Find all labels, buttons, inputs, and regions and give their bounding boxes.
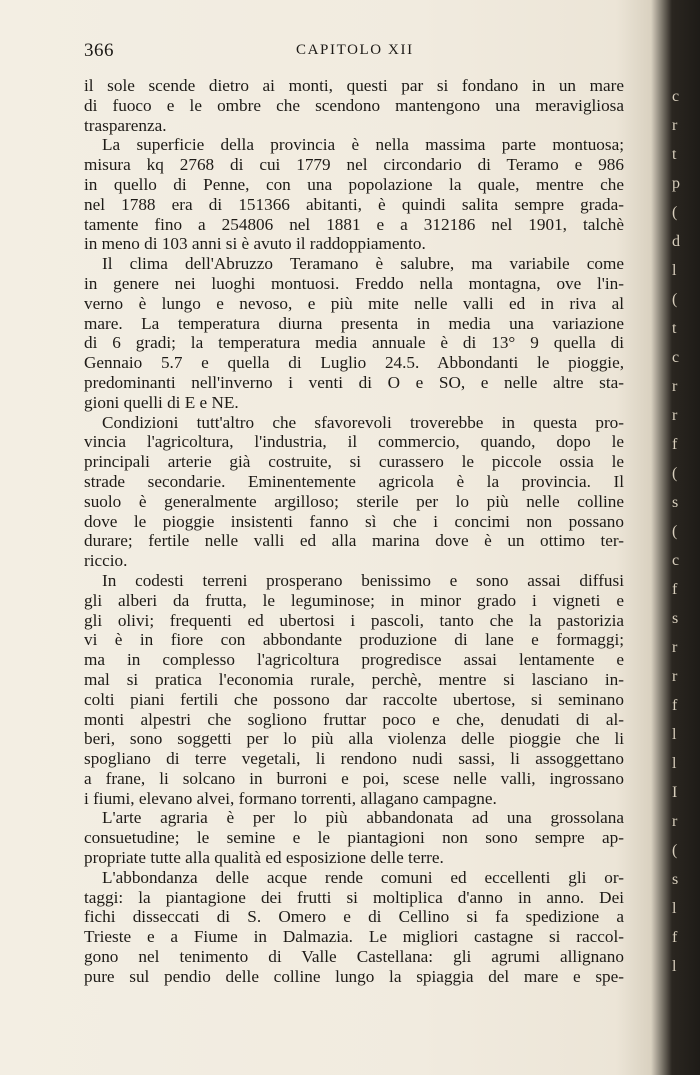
text-line: colti piani fertili che possono dar raccolte ubertose, si seminano	[84, 689, 624, 709]
edge-glyph: t	[672, 320, 677, 337]
facing-page-edge	[668, 0, 700, 1075]
page-number: 366	[84, 40, 114, 61]
text-line: nel 1788 era di 151366 abitanti, è quindi salita sempre grada-	[84, 194, 624, 214]
text-line: mare. La temperatura diurna presenta in media una variazione	[84, 313, 624, 333]
body-text	[84, 76, 624, 987]
edge-glyph: r	[672, 813, 678, 830]
edge-glyph: f	[672, 581, 678, 598]
text-line: dove le pioggie insistenti fanno sì che i concimi non possano	[84, 511, 624, 531]
text-line: strade secondarie. Eminentemente agricola è la provincia. Il	[84, 471, 624, 491]
text-line: in genere nei luoghi montuosi. Freddo nella montagna, ove l'in-	[84, 273, 624, 293]
text-line: vi è in fiore con abbondante produzione di lane e formaggi;	[84, 630, 624, 650]
text-line: verno è lungo e nevoso, e più mite nelle valli ed in riva al	[84, 293, 624, 313]
edge-glyph: l	[672, 958, 677, 975]
text-line: gioni quelli di E e NE.	[84, 392, 239, 412]
edge-glyph: I	[672, 784, 678, 801]
text-line: tamente fino a 254806 nel 1881 e a 312186 nel 1901, talchè	[84, 214, 624, 234]
page-header	[84, 40, 624, 68]
text-line: principali arterie già costruite, si curassero le piccole ossia le	[84, 452, 624, 472]
text-line: gli alberi da frutta, le leguminose; in minor grado i vigneti e	[84, 590, 624, 610]
text-line: Gennaio 5.7 e quella di Luglio 24.5. Abbondanti le pioggie,	[84, 353, 624, 373]
text-line: gli olivi; frequenti ed ubertosi i pascoli, tanto che la pastorizia	[84, 610, 624, 630]
text-line: misura kq 2768 di cui 1779 nel circondario di Teramo e 986	[84, 155, 624, 175]
text-line: taggi: la piantagione dei frutti si moltiplica d'anno in anno. Dei	[84, 887, 624, 907]
edge-glyph: s	[672, 871, 679, 888]
edge-glyph: s	[672, 610, 679, 627]
text-line: spogliano di terre vegetali, li rendono nudi sassi, li assoggettano	[84, 749, 624, 769]
text-line: i fiumi, elevano alvei, formano torrenti, allagano campagne.	[84, 788, 497, 808]
text-line: propriate tutte alla qualità ed esposizione delle terre.	[84, 848, 444, 868]
text-line: La superficie della provincia è nella massima parte montuosa;	[102, 135, 624, 155]
text-line: riccio.	[84, 551, 128, 571]
text-line: vincia l'agricoltura, l'industria, il commercio, quando, dopo le	[84, 432, 624, 452]
text-line: Condizioni tutt'altro che sfavorevoli troverebbe in questa pro-	[102, 412, 624, 432]
text-line: L'arte agraria è per lo più abbandonata ad una grossolana	[102, 808, 624, 828]
edge-glyph: p	[672, 175, 680, 192]
edge-glyph: l	[672, 262, 677, 279]
edge-glyph: l	[672, 755, 677, 772]
running-head: CAPITOLO XII	[296, 42, 414, 58]
text-line: predominanti nell'inverno i venti di O e SO, e nelle altre sta-	[84, 372, 624, 392]
edge-glyph: r	[672, 668, 678, 685]
text-line: il sole scende dietro ai monti, questi par si fondano in un mare	[84, 76, 624, 95]
text-line: Il clima dell'Abruzzo Teramano è salubre, ma variabile come	[102, 254, 624, 274]
edge-glyph: f	[672, 929, 678, 946]
edge-glyph: f	[672, 697, 678, 714]
text-line: mal si pratica l'economia rurale, perchè, mentre si lasciano in-	[84, 669, 624, 689]
text-line: monti alpestri che sogliono fruttar poco e che, denudati di al-	[84, 709, 624, 729]
edge-glyph: f	[672, 436, 678, 453]
edge-glyph: c	[672, 88, 680, 105]
text-line: consuetudine; le semine e le piantagioni non sono sempre ap-	[84, 828, 624, 848]
text-line: Trieste e a Fiume in Dalmazia. Le migliori castagne si raccol-	[84, 927, 624, 947]
edge-glyph: r	[672, 639, 678, 656]
edge-glyph: (	[672, 465, 678, 482]
text-line: L'abbondanza delle acque rende comuni ed eccellenti gli or-	[102, 867, 624, 887]
edge-glyph: s	[672, 494, 679, 511]
edge-glyph: d	[672, 233, 680, 250]
text-line: a frane, li solcano in burroni e poi, scese nelle valli, ingrossano	[84, 768, 624, 788]
text-line: In codesti terreni prosperano benissimo e sono assai diffusi	[102, 570, 624, 590]
edge-glyph: (	[672, 291, 678, 308]
text-line: trasparenza.	[84, 115, 167, 135]
text-line: durare; fertile nelle valli ed alla marina dove è un ottimo ter-	[84, 531, 624, 551]
text-line: suolo è generalmente argilloso; sterile per lo più nelle colline	[84, 491, 624, 511]
text-line: beri, sono soggetti per lo più alla violenza delle pioggie che li	[84, 729, 624, 749]
edge-glyph: (	[672, 523, 678, 540]
text-line: in meno di 103 anni si è avuto il raddoppiamento.	[84, 234, 426, 254]
edge-glyph: l	[672, 726, 677, 743]
text-line: in quello di Penne, con una popolazione la quale, mentre che	[84, 174, 624, 194]
edge-glyph: c	[672, 349, 680, 366]
edge-glyph: (	[672, 842, 678, 859]
edge-glyph: r	[672, 407, 678, 424]
text-line: ma in complesso l'agricoltura progredisce assai lentamente e	[84, 650, 624, 670]
text-line: fichi disseccati di S. Omero e di Cellino si fa spedizione a	[84, 907, 624, 927]
text-line: di 6 gradi; la temperatura media annuale è di 13° 9 quella di	[84, 333, 624, 353]
edge-glyph: r	[672, 378, 678, 395]
text-line: pure sul pendio delle colline lungo la spiaggia del mare e spe-	[84, 966, 624, 986]
edge-glyph: t	[672, 146, 677, 163]
edge-glyph: c	[672, 552, 680, 569]
text-line: di fuoco e le ombre che scendono mantengono una meravigliosa	[84, 95, 624, 115]
edge-glyph: (	[672, 204, 678, 221]
text-line: gono nel tenimento di Valle Castellana: gli agrumi allignano	[84, 947, 624, 967]
edge-glyph: r	[672, 117, 678, 134]
edge-glyph: l	[672, 900, 677, 917]
